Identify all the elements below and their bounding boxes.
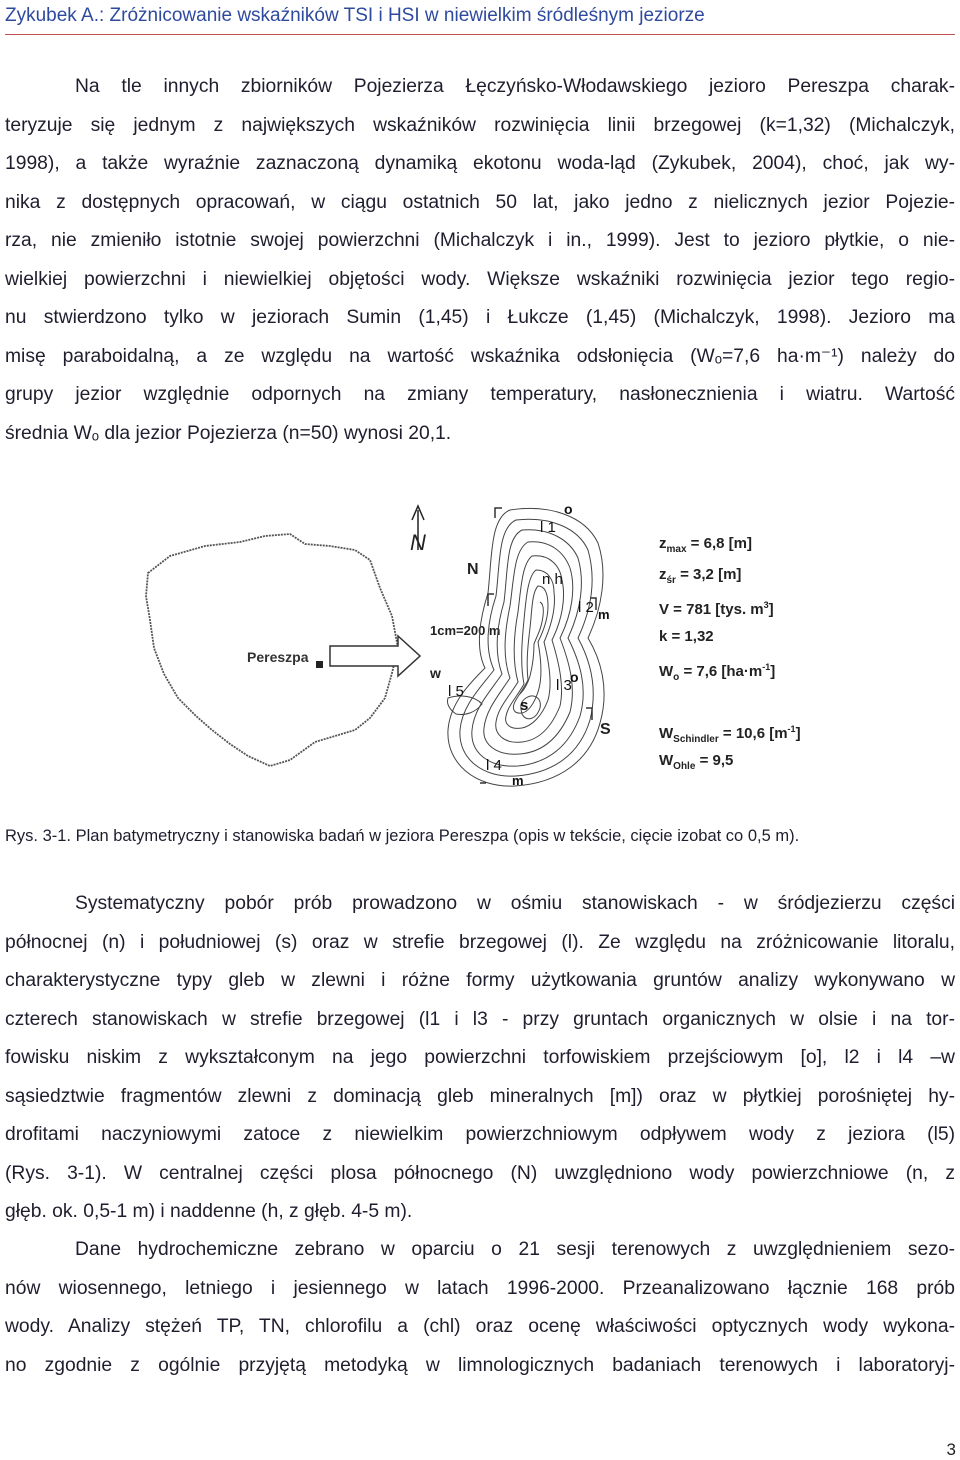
paragraph-line: głęb. ok. 0,5-1 m) i naddenne (h, z głęb. 4-5 m). — [5, 1201, 413, 1222]
paragraph-line: teryzuje się jednym z największych wskaźników rozwinięcia linii brzegowej (k=1,32) (Michalczyk, — [5, 114, 955, 136]
site-label: l 3 — [556, 677, 572, 694]
pointer-arrow-icon — [330, 636, 420, 676]
paragraph-line: drofitami naczyniowymi zatoce z niewielkim powierzchniowym odpływem wody z jeziora (l5) — [5, 1124, 955, 1145]
scale-label: 1cm=200 m — [430, 623, 501, 638]
north-basin-label: N — [467, 561, 479, 578]
paragraph-line: czterech stanowiskach w strefie brzegowej (l1 i l3 - przy gruntach organicznych w olsie i na tor- — [5, 1008, 955, 1030]
site-label: n h — [542, 571, 563, 588]
paragraph-line: północnej (n) i południowej (s) oraz w strefie brzegowej (l). Ze względu na zróżnicowanie litoralu, — [5, 931, 955, 953]
paragraph-3 — [5, 1231, 955, 1385]
paragraph-line: Systematyczny pobór prób prowadzono w ośmiu stanowiskach - w śródjezierzu części — [75, 893, 955, 914]
running-header — [5, 4, 955, 35]
param-spacer — [659, 683, 801, 714]
site-label: s — [520, 697, 529, 714]
paragraph-2 — [5, 885, 955, 1232]
page-number: 3 — [946, 1440, 956, 1459]
figure-caption: Rys. 3-1. Plan batymetryczny i stanowiska badań w jeziora Pereszpa (opis w tekście, cięcie izobat co 0,5 m). — [5, 827, 800, 845]
paragraph-line: charakterystyczne typy gleb w zlewni i różne formy użytkowania gruntów analizy wykonywano w — [5, 970, 955, 991]
site-label: l 5 — [448, 683, 464, 700]
site-label: m — [512, 773, 524, 788]
lake-location-marker — [316, 661, 323, 668]
paragraph-line: 1998), a także wyraźnie zaznaczoną dynamiką ekotonu woda-ląd (Zykubek, 2004), choć, jak wy- — [5, 153, 955, 174]
param-zsr: $z_{śr} = 3,2$ [m] — [659, 566, 742, 586]
paragraph-line: Na tle innych zbiorników Pojezierza Łęczyńsko-Włodawskiego jezioro Pereszpa charak- — [75, 76, 955, 97]
header-title: Zykubek A.: Zróżnicowanie wskaźników TSI i HSI w niewielkim śródleśnym jeziorze — [5, 5, 705, 26]
paragraph-line: Dane hydrochemiczne zebrano w oparciu o 21 sesji terenowych z uwzględnieniem sezo- — [75, 1239, 955, 1260]
param-zmax: $z_{max} = 6,8$ [m] — [659, 535, 752, 555]
south-basin-label: S — [600, 721, 611, 738]
site-label: o — [564, 501, 573, 517]
param-wschindler: $W_{Schindler} = 10,6$ $[m^{-1}]$ — [659, 724, 801, 745]
bathymetric-contours — [447, 508, 604, 786]
site-label: m — [598, 607, 610, 622]
paragraph-line: wody. Analizy stężeń TP, TN, chlorofilu a (chl) oraz ocenę właściwości optycznych wody wykona- — [5, 1316, 955, 1337]
north-arrow-label: N — [410, 530, 426, 555]
site-label: l 4 — [486, 757, 502, 774]
paragraph-line: misę paraboidalną, a ze względu na wartość wskaźnika odsłonięcia (Wₒ=7,6 ha·m⁻¹) należy do — [5, 345, 955, 367]
west-label: w — [430, 665, 441, 681]
paragraph-line: rza, nie zmieniło istotnie swojej powierzchni (Michalczyk i in., 1999). Jest to jezioro płytkie, o nie- — [5, 230, 955, 251]
paragraph-1 — [5, 68, 955, 453]
paragraph-line: (Rys. 3-1). W centralnej części plosa północnego (N) uwzględniono wody powierzchniowe (n, z — [5, 1162, 955, 1184]
paragraph-line: wielkiej powierzchni i niewielkiej objętości wody. Większe wskaźniki rozwinięcia jezior tego regio- — [5, 268, 955, 290]
map-label-pereszpa: Pereszpa — [247, 649, 309, 665]
site-label: l 1 — [540, 519, 556, 536]
lake-parameters — [659, 528, 801, 776]
paragraph-line: no zgodnie z ogólnie przyjętą metodyką w limnologicznych badaniach terenowych i laboratoryj- — [5, 1354, 955, 1376]
param-k: k = 1,32 — [659, 628, 714, 645]
paragraph-line: grupy jezior względnie odpornych na zmiany temperatury, nasłonecznienia i wiatru. Wartość — [5, 384, 955, 405]
paragraph-line: fowisku niskim z wykształconym na jego powierzchni torfowiskiem przejściowym [o], l2 i l4 –w — [5, 1047, 955, 1068]
param-wo: $W_o = 7,6$ $[ha\cdot m^{-1}]$ — [659, 662, 776, 683]
paragraph-line: sąsiedztwie fragmentów zlewni z dominacją gleb mineralnych [m]) oraz w płytkiej porośniętej hy- — [5, 1085, 955, 1107]
param-volume: V = 781 [tys. $m^3$] — [659, 600, 774, 618]
paragraph-line: nika z dostępnych opracowań, w ciągu ostatnich 50 lat, jako jedno z nielicznych jezior Pojezie- — [5, 191, 955, 213]
site-label: l 2 — [578, 599, 594, 616]
site-label: o — [570, 669, 579, 685]
param-wohle: $W_{Ohle} = 9,5$ — [659, 752, 734, 772]
paragraph-line: nów wiosennego, letniego i jesiennego w latach 1996-2000. Przeanalizowano łącznie 168 prób — [5, 1277, 955, 1299]
paragraph-line: średnia Wₒ dla jezior Pojezierza (n=50) wynosi 20,1. — [5, 422, 452, 444]
paragraph-line: nu stwierdzono tylko w jeziorach Sumin (1,45) i Łukcze (1,45) (Michalczyk, 1998). Jezioro ma — [5, 307, 955, 328]
